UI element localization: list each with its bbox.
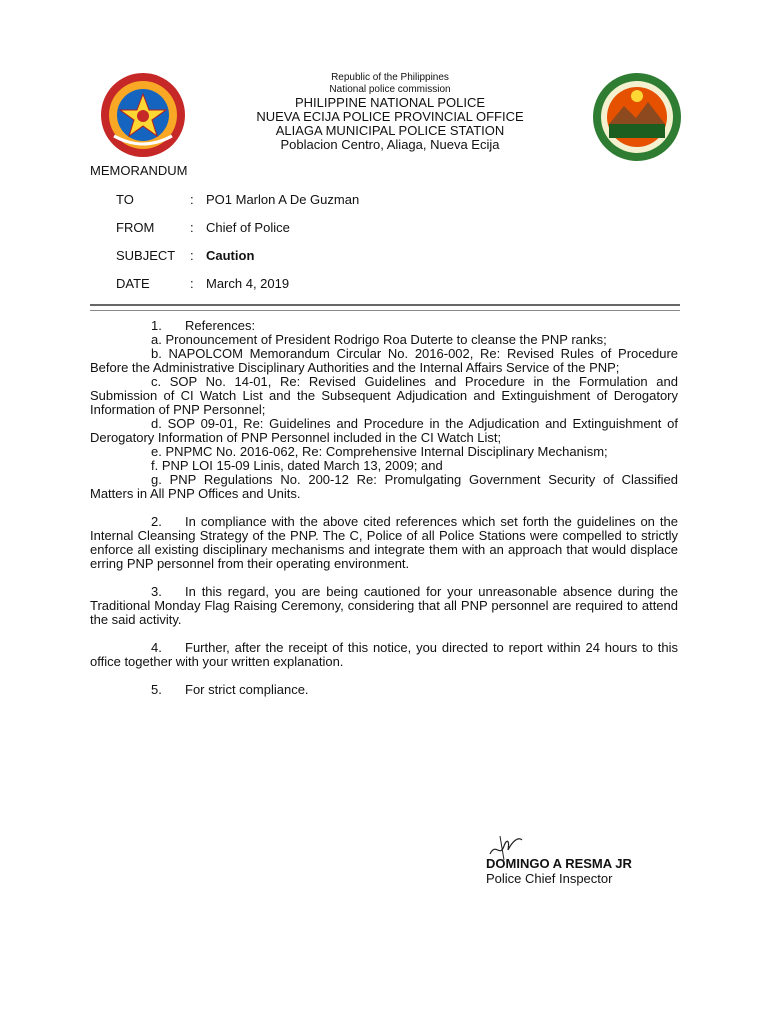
memo-to-colon: : xyxy=(190,192,194,207)
paragraph-3 xyxy=(90,585,678,627)
memo-from-colon: : xyxy=(190,220,194,235)
letterhead-commission: National police commission xyxy=(329,84,451,95)
reference-d: d. SOP 09-01, Re: Guidelines and Procedure in the Adjudication and Extinguishment of Derogatory Information of PNP Personnel included in the CI Watch List; xyxy=(90,416,678,445)
memo-subject-row xyxy=(116,248,254,263)
paragraph-gap xyxy=(90,627,678,641)
header-divider xyxy=(90,304,680,311)
paragraph-1-heading xyxy=(90,319,678,333)
paragraph-4 xyxy=(90,641,678,669)
letterhead-republic: Republic of the Philippines xyxy=(331,72,449,83)
paragraph-4-number: 4. xyxy=(151,640,162,655)
paragraph-2-number: 2. xyxy=(151,514,162,529)
memo-subject-key: SUBJECT xyxy=(116,248,176,263)
letterhead-provincial-office: NUEVA ECIJA POLICE PROVINCIAL OFFICE xyxy=(256,109,524,124)
paragraph-4-text: Further, after the receipt of this notice, you directed to report within 24 hours to this office together with your written explanation. xyxy=(90,640,678,669)
signatory-title: Police Chief Inspector xyxy=(486,871,613,886)
paragraph-1-number: 1. xyxy=(151,318,162,333)
memo-from-value: Chief of Police xyxy=(206,220,290,235)
paragraph-3-number: 3. xyxy=(151,584,162,599)
paragraph-3-text: In this regard, you are being cautioned for your unreasonable absence during the Traditional Monday Flag Raising Ceremony, considering that all PNP personnel are required to attend the said activity. xyxy=(90,584,678,627)
memo-date-row xyxy=(116,276,289,291)
paragraph-5-number: 5. xyxy=(151,682,162,697)
signatory-name: DOMINGO A RESMA JR xyxy=(486,856,632,871)
letterhead-station: ALIAGA MUNICIPAL POLICE STATION xyxy=(275,123,505,138)
memo-subject-colon: : xyxy=(190,248,194,263)
memo-from-row xyxy=(116,220,290,235)
reference-a: a. Pronouncement of President Rodrigo Roa Duterte to cleanse the PNP ranks; xyxy=(151,332,607,347)
paragraph-gap xyxy=(90,571,678,585)
memo-body xyxy=(90,319,678,697)
paragraph-gap xyxy=(90,501,678,515)
aliaga-seal-logo xyxy=(592,72,682,162)
memo-date-value: March 4, 2019 xyxy=(206,276,290,291)
reference-g: g. PNP Regulations No. 200-12 Re: Promulgating Government Security of Classified Matters in All PNP Offices and Units. xyxy=(90,472,678,501)
memo-to-value: PO1 Marlon A De Guzman xyxy=(206,192,360,207)
reference-b: b. NAPOLCOM Memorandum Circular No. 2016-002, Re: Revised Rules of Procedure Before the Administrative Disciplinary Authorities and the Internal Affairs Service of the PNP; xyxy=(90,346,678,375)
memo-date-key: DATE xyxy=(116,276,150,291)
memo-label: MEMORANDUM xyxy=(90,163,188,178)
paragraph-2 xyxy=(90,515,678,571)
reference-c: c. SOP No. 14-01, Re: Revised Guidelines and Procedure in the Formulation and Submission of CI Watch List and the Subsequent Adjudication and Extinguishment of Derogatory Information of PNP Personnel; xyxy=(90,374,678,417)
reference-e: e. PNPMC No. 2016-062, Re: Comprehensive Internal Disciplinary Mechanism; xyxy=(151,444,608,459)
letterhead-address: Poblacion Centro, Aliaga, Nueva Ecija xyxy=(280,137,500,152)
paragraph-5-text: For strict compliance. xyxy=(185,682,309,697)
letterhead xyxy=(190,72,590,152)
memo-to-row xyxy=(116,192,359,207)
memo-to-key: TO xyxy=(116,192,134,207)
memo-from-key: FROM xyxy=(116,220,155,235)
paragraph-2-text: In compliance with the above cited references which set forth the guidelines on the Internal Cleansing Strategy of the PNP. The C, Police of all Police Stations were compelled to strictly enforce all existing disciplinary mechanisms and integrate them with an approach that would displace erring PNP personnel from their operating environment. xyxy=(90,514,678,571)
paragraph-gap xyxy=(90,669,678,683)
memo-subject-value: Caution xyxy=(206,248,255,263)
letterhead-pnp: PHILIPPINE NATIONAL POLICE xyxy=(295,95,485,110)
memo-date-colon: : xyxy=(190,276,194,291)
paragraph-1-title: References: xyxy=(185,318,256,333)
pnp-seal-logo xyxy=(100,72,186,158)
paragraph-5 xyxy=(90,683,678,697)
reference-f: f. PNP LOI 15-09 Linis, dated March 13, 2009; and xyxy=(151,458,443,473)
